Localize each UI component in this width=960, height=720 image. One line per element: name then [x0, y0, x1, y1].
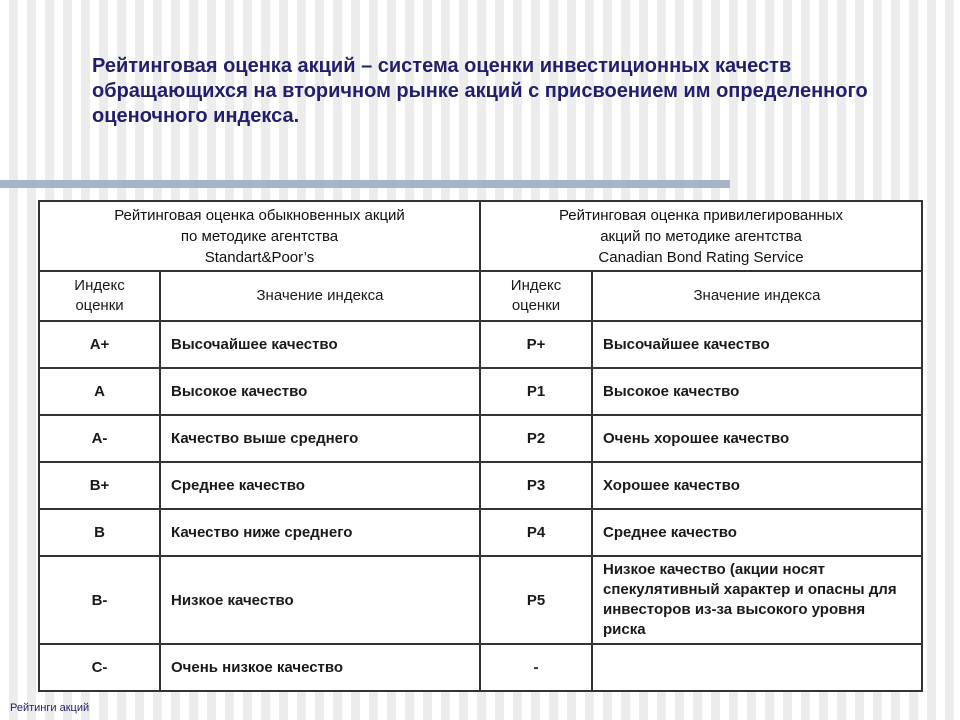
left-header-line2: по методике агентства	[180, 227, 339, 245]
left-header-line1: Рейтинговая оценка обыкновенных акций	[114, 206, 405, 224]
right-value-cell: Низкое качество (акции носят спекулятивный характер и опасны для инвесторов из-за высокого уровня риска	[592, 556, 922, 644]
left-value-cell: Качество ниже среднего	[160, 509, 480, 556]
table-row	[39, 321, 922, 368]
right-index-cell: P3	[480, 462, 592, 509]
table-row	[39, 509, 922, 556]
right-index-cell: P+	[480, 321, 592, 368]
left-col-value-header: Значение индекса	[160, 271, 480, 321]
right-index-cell: P5	[480, 556, 592, 644]
left-index-cell: A+	[39, 321, 160, 368]
right-col-value-header: Значение индекса	[592, 271, 922, 321]
right-value-cell: Очень хорошее качество	[592, 415, 922, 462]
left-index-cell: A	[39, 368, 160, 415]
left-index-cell: B+	[39, 462, 160, 509]
right-value-cell: Высокое качество	[592, 368, 922, 415]
right-index-cell: P1	[480, 368, 592, 415]
right-header-line2: акций по методике агентства	[600, 227, 802, 245]
left-index-cell: C-	[39, 644, 160, 691]
table-row	[39, 415, 922, 462]
right-index-cell: P4	[480, 509, 592, 556]
table-row	[39, 368, 922, 415]
right-value-cell: Среднее качество	[592, 509, 922, 556]
rating-table-container	[38, 200, 921, 690]
left-col-index-header: Индекс оценки	[39, 271, 160, 321]
right-value-cell	[592, 644, 922, 691]
left-value-cell: Высокое качество	[160, 368, 480, 415]
left-table-header	[39, 201, 480, 271]
left-value-cell: Высочайшее качество	[160, 321, 480, 368]
slide-title: Рейтинговая оценка акций – система оценки инвестиционных качеств обращающихся на вторичном рынке акций с присвоением им определенного оценочного индекса.	[92, 55, 868, 127]
table-title-row	[39, 201, 922, 271]
right-index-cell: -	[480, 644, 592, 691]
column-header-row	[39, 271, 922, 321]
left-index-cell: A-	[39, 415, 160, 462]
left-index-cell: B	[39, 509, 160, 556]
left-value-cell: Низкое качество	[160, 556, 480, 644]
table-row	[39, 644, 922, 691]
title-divider	[0, 180, 730, 188]
right-header-agency: Canadian Bond Rating Service	[598, 248, 804, 266]
right-col-index-header: Индекс оценки	[480, 271, 592, 321]
table-row	[39, 462, 922, 509]
right-value-cell: Высочайшее качество	[592, 321, 922, 368]
left-value-cell: Качество выше среднего	[160, 415, 480, 462]
right-value-cell: Хорошее качество	[592, 462, 922, 509]
right-table-header	[480, 201, 922, 271]
right-index-cell: P2	[480, 415, 592, 462]
left-index-cell: B-	[39, 556, 160, 644]
left-value-cell: Среднее качество	[160, 462, 480, 509]
left-header-agency: Standart&Poor’s	[204, 248, 315, 266]
table-row	[39, 556, 922, 644]
rating-table	[38, 200, 923, 692]
right-header-line1: Рейтинговая оценка привилегированных	[558, 206, 844, 224]
left-value-cell: Очень низкое качество	[160, 644, 480, 691]
slide-footer: Рейтинги акций	[10, 702, 90, 714]
